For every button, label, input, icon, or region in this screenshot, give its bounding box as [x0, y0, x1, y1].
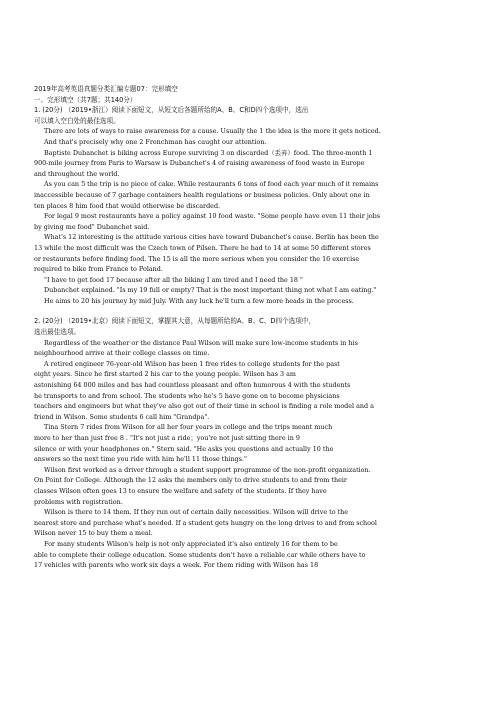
passage-line: What's 12 interesting is the attitude various cities have toward Dubanchet's cause. Berlin has been the — [44, 233, 379, 242]
passage-line: he transports to and from school. The students who he's 5 have gone on to become physicians — [34, 391, 340, 400]
passage-line: Tina Stern 7 rides from Wilson for all her four years in college and the trips meant much — [44, 423, 333, 432]
passage-line: Wilson never 15 to buy them a meal. — [34, 529, 153, 538]
passage-line: Regardless of the weather or the distance Paul Wilson will make sure low-income students in his — [44, 338, 358, 347]
passage-line: problems with registration. — [34, 497, 123, 506]
question-1-passage — [34, 126, 472, 306]
passage-line: And that's precisely why one 2 Frenchman has caught our attention. — [44, 137, 267, 146]
passage-line: silence or with your headphones on." Stern said. "He asks you questions and actually 10 the — [34, 444, 334, 453]
question-2 — [34, 316, 472, 570]
passage-line: For many students Wilson's help is not only appreciated it's also entirely 16 for them to be — [44, 539, 338, 548]
question-1-header-cont: 可以填入空白处的最佳选项。 — [34, 116, 120, 125]
passage-line: 13 while the most difficult was the Czech town of Pilsen. There he had to 14 at some 50 different stores — [34, 243, 371, 252]
passage-line: On Point for College. Although the 12 asks the members only to drive students to and from their — [34, 476, 347, 485]
passage-line: For legal 9 most restaurants have a policy against 10 food waste. "Some people have even 11 their jobs — [44, 212, 381, 221]
passage-line: He aims to 20 his journey by mid July. With any luck he'll turn a few more heads in the process. — [44, 296, 354, 305]
passage-line: classes Wilson often goes 13 to ensure the welfare and safety of the students. If they have — [34, 486, 327, 495]
passage-line: Dubanchet explained. "Is my 19 full or empty? That is the most important thing not what I am eating." — [44, 286, 377, 295]
passage-line: 900-mile journey from Paris to Warsaw is Dubanchet's 4 of raising awareness of food waste in Europe — [34, 159, 365, 168]
passage-line: friend in Wilson. Some students 6 call him "Grandpa". — [34, 412, 210, 421]
passage-line: able to complete their college education. Some students don't have a reliable car while others have to — [34, 550, 366, 559]
document-title: 2019年高考英语真题分类汇编专题07：完形填空 — [34, 85, 178, 93]
section-heading: 一、完形填空（共7题；共140分） — [34, 95, 137, 104]
passage-line: or restaurants before finding food. The 15 is all the more serious when you consider the 16 exercise — [34, 254, 360, 263]
passage-line: Wilson first worked as a driver through a student support programme of the non-profit organization. — [44, 465, 371, 474]
passage-line: required to bike from France to Poland. — [34, 265, 163, 274]
question-1-header: 1. (20分) （2019•浙江）阅读下面短文，从短文后各题所给的A、B、C和D四个选项中，选出 — [34, 106, 309, 115]
document-page — [34, 84, 472, 571]
question-2-passage — [34, 338, 472, 571]
passage-line: Wilson is there to 14 them. If they run out of certain daily necessities. Wilson will drive to the — [44, 508, 349, 517]
question-1 — [34, 105, 472, 306]
passage-line: As you can 5 the trip is no piece of cake. While restaurants 6 tons of food each year much of it remains — [44, 180, 379, 189]
passage-line: ten places 8 him food that would otherwise be discarded. — [34, 201, 221, 210]
passage-line: nearest store and purchase what's needed. If a student gets hungry on the long drives to and from school — [34, 518, 377, 527]
passage-line: There are lots of ways to raise awareness for a cause. Usually the 1 the idea is the more it gets noticed. — [44, 127, 381, 136]
passage-line: and throughout the world. — [34, 169, 120, 178]
passage-line: 17 vehicles with parents who work six days a week. For them riding with Wilson has 18 — [34, 561, 319, 570]
passage-line: answers so the next time you ride with him he'll 11 those things." — [34, 455, 247, 464]
passage-line: by giving me food" Dubanchet said. — [34, 222, 150, 231]
question-2-header-cont: 选出最佳选项。 — [34, 328, 81, 337]
passage-line: inaccessible because of 7 garbage containers health regulations or business policies. Only about one in — [34, 190, 370, 199]
passage-line: more to her than just free 8 . "It's not just a ride；you're not just sitting there in 9 — [34, 434, 300, 442]
passage-line: A retired engineer 76-year-old Wilson has been 1 free rides to college students for the past — [44, 359, 340, 368]
passage-line: neighbourhood arrive at their college classes on time. — [34, 349, 210, 358]
question-2-header: 2. (20分) （2019•北京）阅读下面短文，掌握其大意，从每题所给的A、B、C、D四个选项中， — [34, 317, 315, 326]
passage-line: astonishing 64 000 miles and has had countless pleasant and often humorous 4 with the students — [34, 381, 351, 390]
passage-line: "I have to get food 17 because after all the biking I am tired and I need the 18 " — [44, 275, 303, 284]
passage-line: Baptiste Dubanchet is biking across Europe surviving 3 on discarded（丢弃）food. The three-month 1 — [44, 148, 373, 157]
passage-line: teachers and engineers but what they've also got out of their time in school is finding a role model and a — [34, 402, 374, 411]
passage-line: eight years. Since he first started 2 his car to the young people. Wilson has 3 am — [34, 370, 296, 379]
